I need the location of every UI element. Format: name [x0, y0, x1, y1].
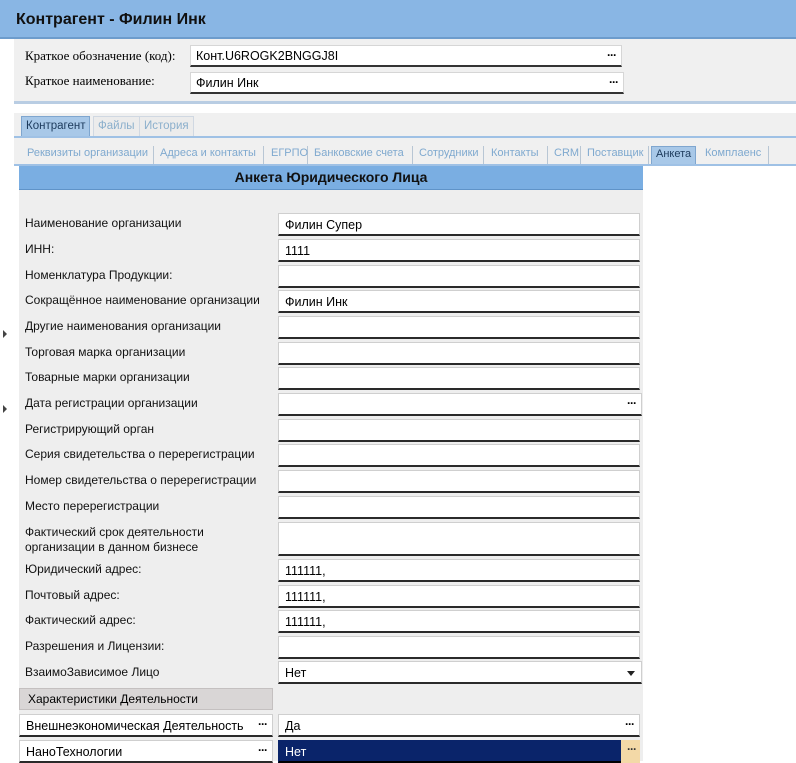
activity-characteristics-button[interactable]: [19, 688, 273, 710]
field-value: Филин Супер: [285, 218, 363, 232]
subtab-bank-accounts[interactable]: Банковские счета: [314, 146, 413, 164]
licenses-input[interactable]: [278, 636, 640, 659]
characteristic-value-field-selected[interactable]: [278, 740, 640, 763]
tab-counterparty[interactable]: Контрагент: [21, 116, 90, 136]
characteristic-value: Нет: [285, 745, 307, 759]
ellipsis-icon[interactable]: ···: [625, 717, 634, 731]
tab-files[interactable]: Файлы: [93, 116, 140, 136]
field-value: Нет: [285, 666, 307, 680]
postal-address-input[interactable]: [278, 585, 640, 608]
field-value: 111111,: [285, 615, 326, 629]
characteristic-name-field[interactable]: [19, 740, 273, 763]
field-label: Номер свидетельства о перерегистрации: [25, 473, 257, 487]
field-value: Филин Инк: [285, 295, 348, 309]
subtab-egrpo[interactable]: ЕГРПО: [271, 146, 308, 164]
field-label: Юридический адрес:: [25, 562, 142, 576]
field-value: 111111,: [285, 590, 326, 604]
name-label: Краткое наименование:: [25, 73, 155, 88]
other-names-input[interactable]: [278, 316, 640, 339]
characteristic-name: НаноТехнологии: [26, 745, 123, 759]
characteristic-name: Внешнеэкономическая Деятельность: [26, 719, 244, 733]
subtab-requisites[interactable]: Реквизиты организации: [27, 146, 154, 164]
registration-date-input[interactable]: [278, 393, 642, 416]
group-label: Характеристики Деятельности: [28, 692, 198, 706]
ellipsis-icon[interactable]: ···: [627, 742, 636, 756]
field-label: Фактический адрес:: [25, 613, 136, 627]
field-value: 1111: [285, 244, 311, 258]
reregistration-place-input[interactable]: [278, 496, 640, 519]
characteristic-value: Да: [285, 719, 301, 733]
certificate-number-input[interactable]: [278, 470, 640, 493]
code-value: Конт.U6ROGK2BNGGJ8I: [196, 49, 339, 63]
interdependent-person-select[interactable]: [278, 661, 642, 684]
splitter-arrow-icon[interactable]: [3, 405, 7, 413]
short-name-input[interactable]: [278, 290, 640, 313]
characteristic-name-field[interactable]: [19, 714, 273, 737]
ellipsis-icon[interactable]: ···: [258, 743, 267, 757]
code-field[interactable]: [190, 45, 622, 67]
field-label: Регистрирующий орган: [25, 422, 155, 436]
field-label: ИНН:: [25, 242, 55, 256]
field-label: Сокращённое наименование организации: [25, 293, 260, 307]
org-name-input[interactable]: [278, 213, 640, 236]
field-label: Разрешения и Лицензии:: [25, 639, 165, 653]
subtab-questionnaire[interactable]: Анкета: [651, 146, 696, 164]
field-label-line2: организации в данном бизнесе: [25, 540, 199, 554]
tab-history[interactable]: История: [139, 116, 194, 136]
name-field[interactable]: [190, 72, 624, 94]
registering-authority-input[interactable]: [278, 419, 640, 442]
window-title-bar: [0, 0, 796, 39]
characteristic-value-field[interactable]: [278, 714, 640, 737]
trademarks-input[interactable]: [278, 367, 640, 390]
product-nomenclature-input[interactable]: [278, 265, 640, 288]
subtab-employees[interactable]: Сотрудники: [419, 146, 484, 164]
field-label: Дата регистрации организации: [25, 396, 198, 410]
actual-address-input[interactable]: [278, 610, 640, 633]
ellipsis-icon[interactable]: ···: [627, 396, 636, 410]
field-value: 111111,: [285, 564, 326, 578]
activity-duration-input[interactable]: [278, 522, 640, 556]
field-label: Почтовый адрес:: [25, 588, 120, 602]
code-label: Краткое обозначение (код):: [25, 48, 176, 63]
subtab-contacts[interactable]: Контакты: [491, 146, 548, 164]
subtab-supplier[interactable]: Поставщик: [587, 146, 649, 164]
ellipsis-button[interactable]: [621, 740, 640, 763]
field-label: Серия свидетельства о перерегистрации: [25, 447, 255, 461]
field-label: Место перерегистрации: [25, 499, 160, 513]
window-title: Контрагент - Филин Инк: [16, 11, 206, 28]
field-label: Номенклатура Продукции:: [25, 268, 173, 282]
ellipsis-icon[interactable]: ···: [258, 717, 267, 731]
field-label-line1: Фактический срок деятельности: [25, 525, 204, 539]
splitter-arrow-icon[interactable]: [3, 330, 7, 338]
subtab-crm[interactable]: CRM: [554, 146, 581, 164]
name-value: Филин Инк: [196, 76, 259, 90]
ellipsis-icon[interactable]: ···: [609, 75, 618, 89]
field-label: Торговая марка организации: [25, 345, 186, 359]
inn-input[interactable]: [278, 239, 640, 262]
legal-address-input[interactable]: [278, 559, 640, 582]
field-label: Наименование организации: [25, 216, 182, 230]
trademark-input[interactable]: [278, 342, 640, 365]
certificate-series-input[interactable]: [278, 444, 640, 467]
form-title: Анкета Юридического Лица: [234, 169, 428, 185]
subtab-compliance[interactable]: Комплаенс: [705, 146, 769, 164]
field-label: Другие наименования организации: [25, 319, 221, 333]
ellipsis-icon[interactable]: ···: [607, 48, 616, 62]
field-label: Товарные марки организации: [25, 370, 190, 384]
form-title-bar: [19, 166, 643, 190]
subtab-addresses[interactable]: Адреса и контакты: [160, 146, 264, 164]
field-label: ВзаимоЗависимое Лицо: [25, 665, 160, 679]
chevron-down-icon[interactable]: [627, 671, 635, 676]
